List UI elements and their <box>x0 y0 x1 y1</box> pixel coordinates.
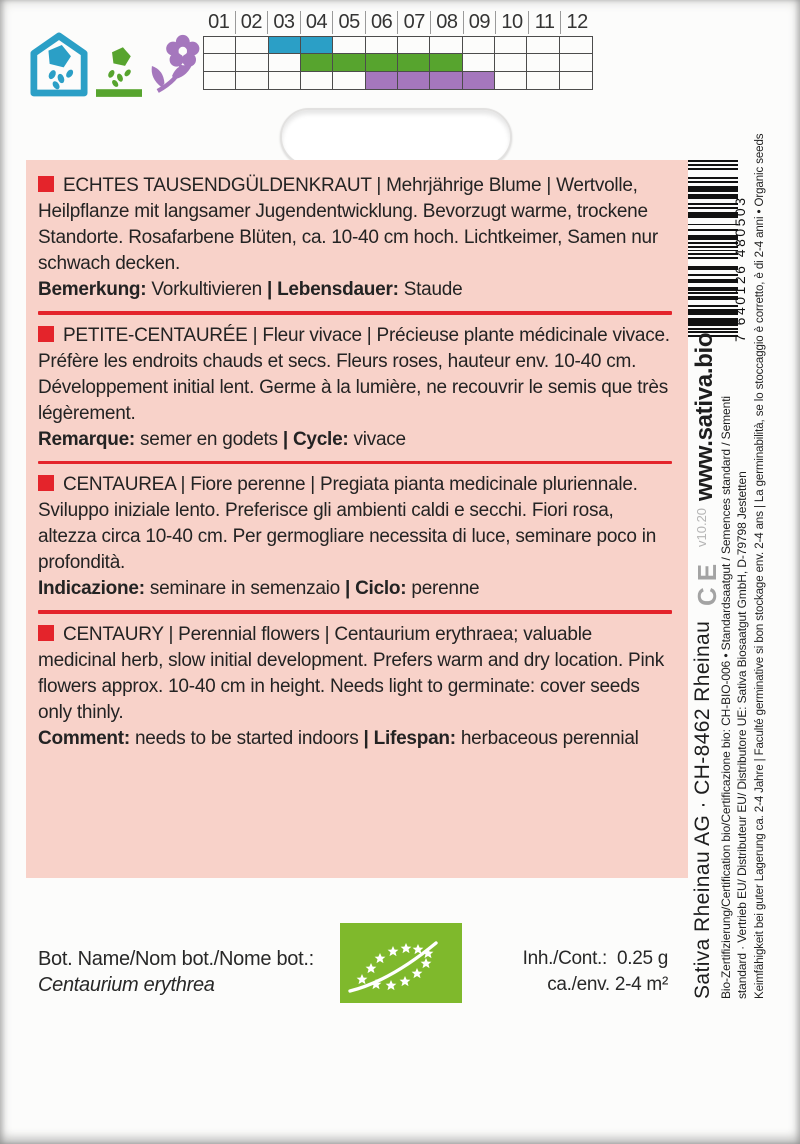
cycle-label: | Lifespan: <box>363 727 456 749</box>
barcode-module <box>688 263 738 265</box>
botanical-name-block <box>38 946 314 998</box>
calendar-month-header <box>203 11 593 34</box>
description-block-fr <box>38 323 672 453</box>
calendar-cell-flowering-m11 <box>527 72 559 89</box>
barcode-module <box>688 168 738 170</box>
barcode-module <box>688 211 738 213</box>
barcode-module <box>688 326 738 328</box>
cycle-value: herbaceous perennial <box>460 727 639 749</box>
barcode-module <box>688 233 738 235</box>
cycle-value: perenne <box>411 578 480 599</box>
barcode-module <box>688 201 738 203</box>
red-separator <box>38 461 672 465</box>
barcode-module <box>688 294 738 296</box>
calendar-cell-flowering-m07 <box>398 72 430 89</box>
note-label: Bemerkung: <box>38 279 147 300</box>
calendar-cell-flowering-m08 <box>430 72 462 89</box>
calendar-cell-flowering-m04 <box>301 72 333 89</box>
barcode-module <box>688 268 738 270</box>
description-panel <box>26 160 688 878</box>
calendar-cell-sow-outdoors-m01 <box>204 54 236 71</box>
barcode-module <box>688 250 738 252</box>
barcode-module <box>688 283 738 285</box>
barcode-module <box>688 166 738 168</box>
calendar-cell-sow-indoors-greenhouse-m08 <box>430 37 462 54</box>
barcode-module <box>688 270 738 272</box>
month-label-08: 08 <box>430 11 463 34</box>
barcode-module <box>688 225 738 227</box>
barcode-module <box>688 237 738 239</box>
barcode-module <box>688 279 738 281</box>
description-text <box>38 472 672 576</box>
barcode-module <box>688 302 738 304</box>
botanical-name-value: Centaurium erythrea <box>38 974 215 996</box>
barcode-module <box>688 274 738 276</box>
barcode-module <box>688 292 738 294</box>
barcode-module <box>688 179 738 181</box>
barcode-module <box>688 287 738 289</box>
barcode-module <box>688 220 738 222</box>
barcode-module <box>688 172 738 174</box>
calendar-cell-sow-outdoors-m12 <box>560 54 592 71</box>
month-label-07: 07 <box>397 11 430 34</box>
cycle-label: | Ciclo: <box>344 578 407 599</box>
barcode-module <box>688 185 738 187</box>
barcode-module <box>688 194 738 196</box>
barcode-module <box>688 170 738 172</box>
month-label-11: 11 <box>528 11 561 34</box>
note-value: seminare in semenzaio <box>149 578 340 599</box>
barcode-module <box>688 177 738 179</box>
germination-info: Keimfähigkeit bei guter Lagerung ca. 2-4 Jahre | Faculté germinative si bon stockage env. 2-4 ans | La germinabilità, se lo stoccaggio è corretto, è di 2-4 anni • Organic seeds <box>754 133 766 999</box>
description-text <box>38 323 672 427</box>
website-url: www.sativa.bio <box>691 332 718 501</box>
block-body: Pregiata pianta medicinale pluriennale. Sviluppo iniziale lento. Preferisce gli ambienti caldi e secchi. Fiori rosa, altezza circa 10-40 cm. Per germogliare necessita di luce, seminare poco in profondità. <box>38 474 657 573</box>
certification-line-2: standard · Vertrieb EU/ Distributeur EU/ Distributore UE: Sativa Biosaatgut GmbH, D-79798 Jestetten <box>735 471 749 999</box>
cycle-label: | Cycle: <box>282 428 349 450</box>
barcode-module <box>688 296 738 298</box>
barcode-module <box>688 214 738 216</box>
barcode-module <box>688 272 738 274</box>
calendar-cell-sow-indoors-greenhouse-m12 <box>560 37 592 54</box>
barcode-module <box>688 257 738 259</box>
barcode-module <box>688 192 738 194</box>
month-label-01: 01 <box>208 11 230 33</box>
month-label-02: 02 <box>235 11 268 34</box>
barcode-module <box>688 285 738 287</box>
barcode-module <box>688 298 738 300</box>
calendar-cell-sow-outdoors-m08 <box>430 54 462 71</box>
calendar-cell-sow-outdoors-m03 <box>269 54 301 71</box>
month-label-06: 06 <box>365 11 398 34</box>
note-value: needs to be started indoors <box>134 727 359 749</box>
barcode-module <box>688 162 738 164</box>
calendar-cell-sow-indoors-greenhouse-m02 <box>236 37 268 54</box>
calendar-cell-sow-indoors-greenhouse-m11 <box>527 37 559 54</box>
barcode-module <box>688 251 738 253</box>
barcode-module <box>688 322 738 324</box>
barcode-module <box>688 305 738 307</box>
block-body: Wertvolle, Heilpflanze mit langsamer Jugendentwicklung. Bevorzugt warme, trockene Standorte. Rosafarbene Blüten, ca. 10-40 cm hoch. Lichtkeimer, Samen nur schwach decken. <box>38 175 658 274</box>
description-block-it <box>38 472 672 602</box>
barcode-module <box>688 304 738 306</box>
ean-barcode-icon <box>688 160 738 337</box>
barcode-module <box>688 264 738 266</box>
red-square-bullet-icon <box>38 176 54 192</box>
calendar-cell-sow-indoors-greenhouse-m10 <box>495 37 527 54</box>
calendar-cell-flowering-m03 <box>269 72 301 89</box>
calendar-cell-sow-outdoors-m05 <box>333 54 365 71</box>
contents-block <box>523 946 668 998</box>
barcode-module <box>688 266 738 268</box>
sowing-legend-icons <box>30 30 195 102</box>
note-line <box>38 726 672 752</box>
barcode-module <box>688 160 738 162</box>
barcode-module <box>688 313 738 315</box>
month-label-03: 03 <box>267 11 300 34</box>
calendar-cell-sow-outdoors-m04 <box>301 54 333 71</box>
barcode-module <box>688 300 738 302</box>
calendar-cell-sow-outdoors-m07 <box>398 54 430 71</box>
cycle-label: | Lebensdauer: <box>266 279 399 300</box>
month-label-05: 05 <box>332 11 365 34</box>
barcode-module <box>688 309 738 311</box>
barcode-module <box>688 199 738 201</box>
red-square-bullet-icon <box>38 475 54 491</box>
description-block-de <box>38 173 672 303</box>
block-heading: CENTAUREA | Fiore perenne | <box>63 474 315 495</box>
calendar-cell-sow-outdoors-m06 <box>366 54 398 71</box>
block-heading: ECHTES TAUSENDGÜLDENKRAUT | Mehrjährige Blume | <box>63 175 552 196</box>
barcode-module <box>688 205 738 207</box>
cycle-value: Staude <box>403 279 463 300</box>
barcode-module <box>688 315 738 317</box>
note-label: Remarque: <box>38 428 135 450</box>
cycle-value: vivace <box>353 428 406 450</box>
description-block-en <box>38 622 672 752</box>
barcode-module <box>688 188 738 190</box>
botanical-name-label: Bot. Name/Nom bot./Nome bot.: <box>38 948 314 970</box>
barcode-module <box>688 181 738 183</box>
barcode-module <box>688 224 738 226</box>
barcode-module <box>688 183 738 185</box>
barcode-number: 7 640126 480503 <box>732 195 748 342</box>
ce-mark-icon: CE <box>692 557 722 606</box>
barcode-module <box>688 209 738 211</box>
barcode-module <box>688 164 738 166</box>
block-body: Précieuse plante médicinale vivace. Préfère les endroits chauds et secs. Fleurs roses, hauteur env. 10-40 cm. Développement initial lent. Germe à la lumière, ne recouvrir le semis que très légèrement. <box>38 324 670 424</box>
calendar-cell-sow-indoors-greenhouse-m07 <box>398 37 430 54</box>
barcode-module <box>688 229 738 231</box>
calendar-cell-flowering-m02 <box>236 72 268 89</box>
barcode-module <box>688 203 738 205</box>
barcode-module <box>688 289 738 291</box>
month-label-12: 12 <box>560 11 593 34</box>
greenhouse-sowing-icon <box>30 31 88 102</box>
barcode-module <box>688 328 738 330</box>
barcode-module <box>688 276 738 278</box>
barcode-module <box>688 246 738 248</box>
contents-weight: Inh./Cont.: 0.25 g <box>522 948 668 969</box>
certification-line-1: Bio-Zertifizierung/Certification bio/Certificazione bio: CH-BIO-006 • Standardsaatgut / Semences standard / Sementi <box>719 396 733 999</box>
barcode-module <box>688 324 738 326</box>
red-square-bullet-icon <box>38 625 54 641</box>
barcode-module <box>688 330 738 332</box>
barcode-module <box>688 318 738 320</box>
direct-sowing-icon <box>96 45 142 102</box>
month-label-10: 10 <box>495 11 528 34</box>
barcode-module <box>688 218 738 220</box>
barcode-module <box>688 173 738 175</box>
barcode-module <box>688 207 738 209</box>
calendar-cell-sow-indoors-greenhouse-m05 <box>333 37 365 54</box>
calendar-cell-flowering-m01 <box>204 72 236 89</box>
barcode-module <box>688 291 738 293</box>
barcode-module <box>688 175 738 177</box>
barcode-module <box>688 240 738 242</box>
version-label: v10.20 <box>694 507 709 547</box>
calendar-cell-sow-outdoors-m02 <box>236 54 268 71</box>
barcode-module <box>688 259 738 261</box>
note-value: Vorkultivieren <box>151 279 262 300</box>
note-label: Comment: <box>38 727 130 749</box>
barcode-module <box>688 253 738 255</box>
barcode-module <box>688 320 738 322</box>
calendar-cell-flowering-m06 <box>366 72 398 89</box>
calendar-cell-sow-indoors-greenhouse-m06 <box>366 37 398 54</box>
barcode-module <box>688 242 738 244</box>
company-address: Sativa Rheinau AG · CH-8462 Rheinau <box>691 620 714 999</box>
barcode-module <box>688 212 738 214</box>
barcode-module <box>688 244 738 246</box>
barcode-module <box>688 190 738 192</box>
barcode-module <box>688 227 738 229</box>
barcode-module <box>688 216 738 218</box>
barcode-module <box>688 255 738 257</box>
calendar-cell-flowering-m09 <box>463 72 495 89</box>
barcode-module <box>688 186 738 188</box>
barcode-module <box>688 235 738 237</box>
barcode-module <box>688 317 738 319</box>
flower-icon <box>150 33 204 102</box>
calendar-cell-sow-outdoors-m10 <box>495 54 527 71</box>
description-text <box>38 622 672 726</box>
barcode-module <box>688 231 738 233</box>
red-separator <box>38 311 672 315</box>
calendar-cell-sow-indoors-greenhouse-m04 <box>301 37 333 54</box>
calendar-cell-sow-indoors-greenhouse-m01 <box>204 37 236 54</box>
month-label-09: 09 <box>463 11 496 34</box>
barcode-module <box>688 281 738 283</box>
block-body: Centaurium erythraea; valuable medicinal herb, slow initial development. Prefers warm and dry location. Pink flowers approx. 10-40 cm in height. Needs light to germinate: cover seeds only thinly. <box>38 623 664 723</box>
barcode-module <box>688 278 738 280</box>
description-text <box>38 173 672 277</box>
red-square-bullet-icon <box>38 326 54 342</box>
calendar-cell-flowering-m12 <box>560 72 592 89</box>
barcode-module <box>688 248 738 250</box>
note-value: semer en godets <box>140 428 278 450</box>
calendar-cell-sow-indoors-greenhouse-m09 <box>463 37 495 54</box>
calendar-grid <box>203 36 593 90</box>
eu-organic-leaf-icon <box>340 923 462 1003</box>
hang-hole <box>280 108 512 166</box>
block-heading: PETITE-CENTAURÉE | Fleur vivace | <box>63 324 372 346</box>
barcode-module <box>688 222 738 224</box>
block-heading: CENTAURY | Perennial flowers | <box>63 623 330 645</box>
note-line <box>38 576 672 602</box>
note-line <box>38 427 672 453</box>
barcode-module <box>688 311 738 313</box>
red-separator <box>38 610 672 614</box>
contents-coverage: ca./env. 2-4 m² <box>547 974 668 995</box>
calendar-cell-flowering-m05 <box>333 72 365 89</box>
calendar-cell-sow-outdoors-m11 <box>527 54 559 71</box>
month-label-04: 04 <box>300 11 333 34</box>
barcode-module <box>688 196 738 198</box>
calendar-cell-flowering-m10 <box>495 72 527 89</box>
barcode-module <box>688 307 738 309</box>
note-label: Indicazione: <box>38 578 145 599</box>
calendar-cell-sow-outdoors-m09 <box>463 54 495 71</box>
barcode-module <box>688 238 738 240</box>
note-line <box>38 277 672 303</box>
barcode-module <box>688 198 738 200</box>
calendar-cell-sow-indoors-greenhouse-m03 <box>269 37 301 54</box>
barcode-module <box>688 261 738 263</box>
